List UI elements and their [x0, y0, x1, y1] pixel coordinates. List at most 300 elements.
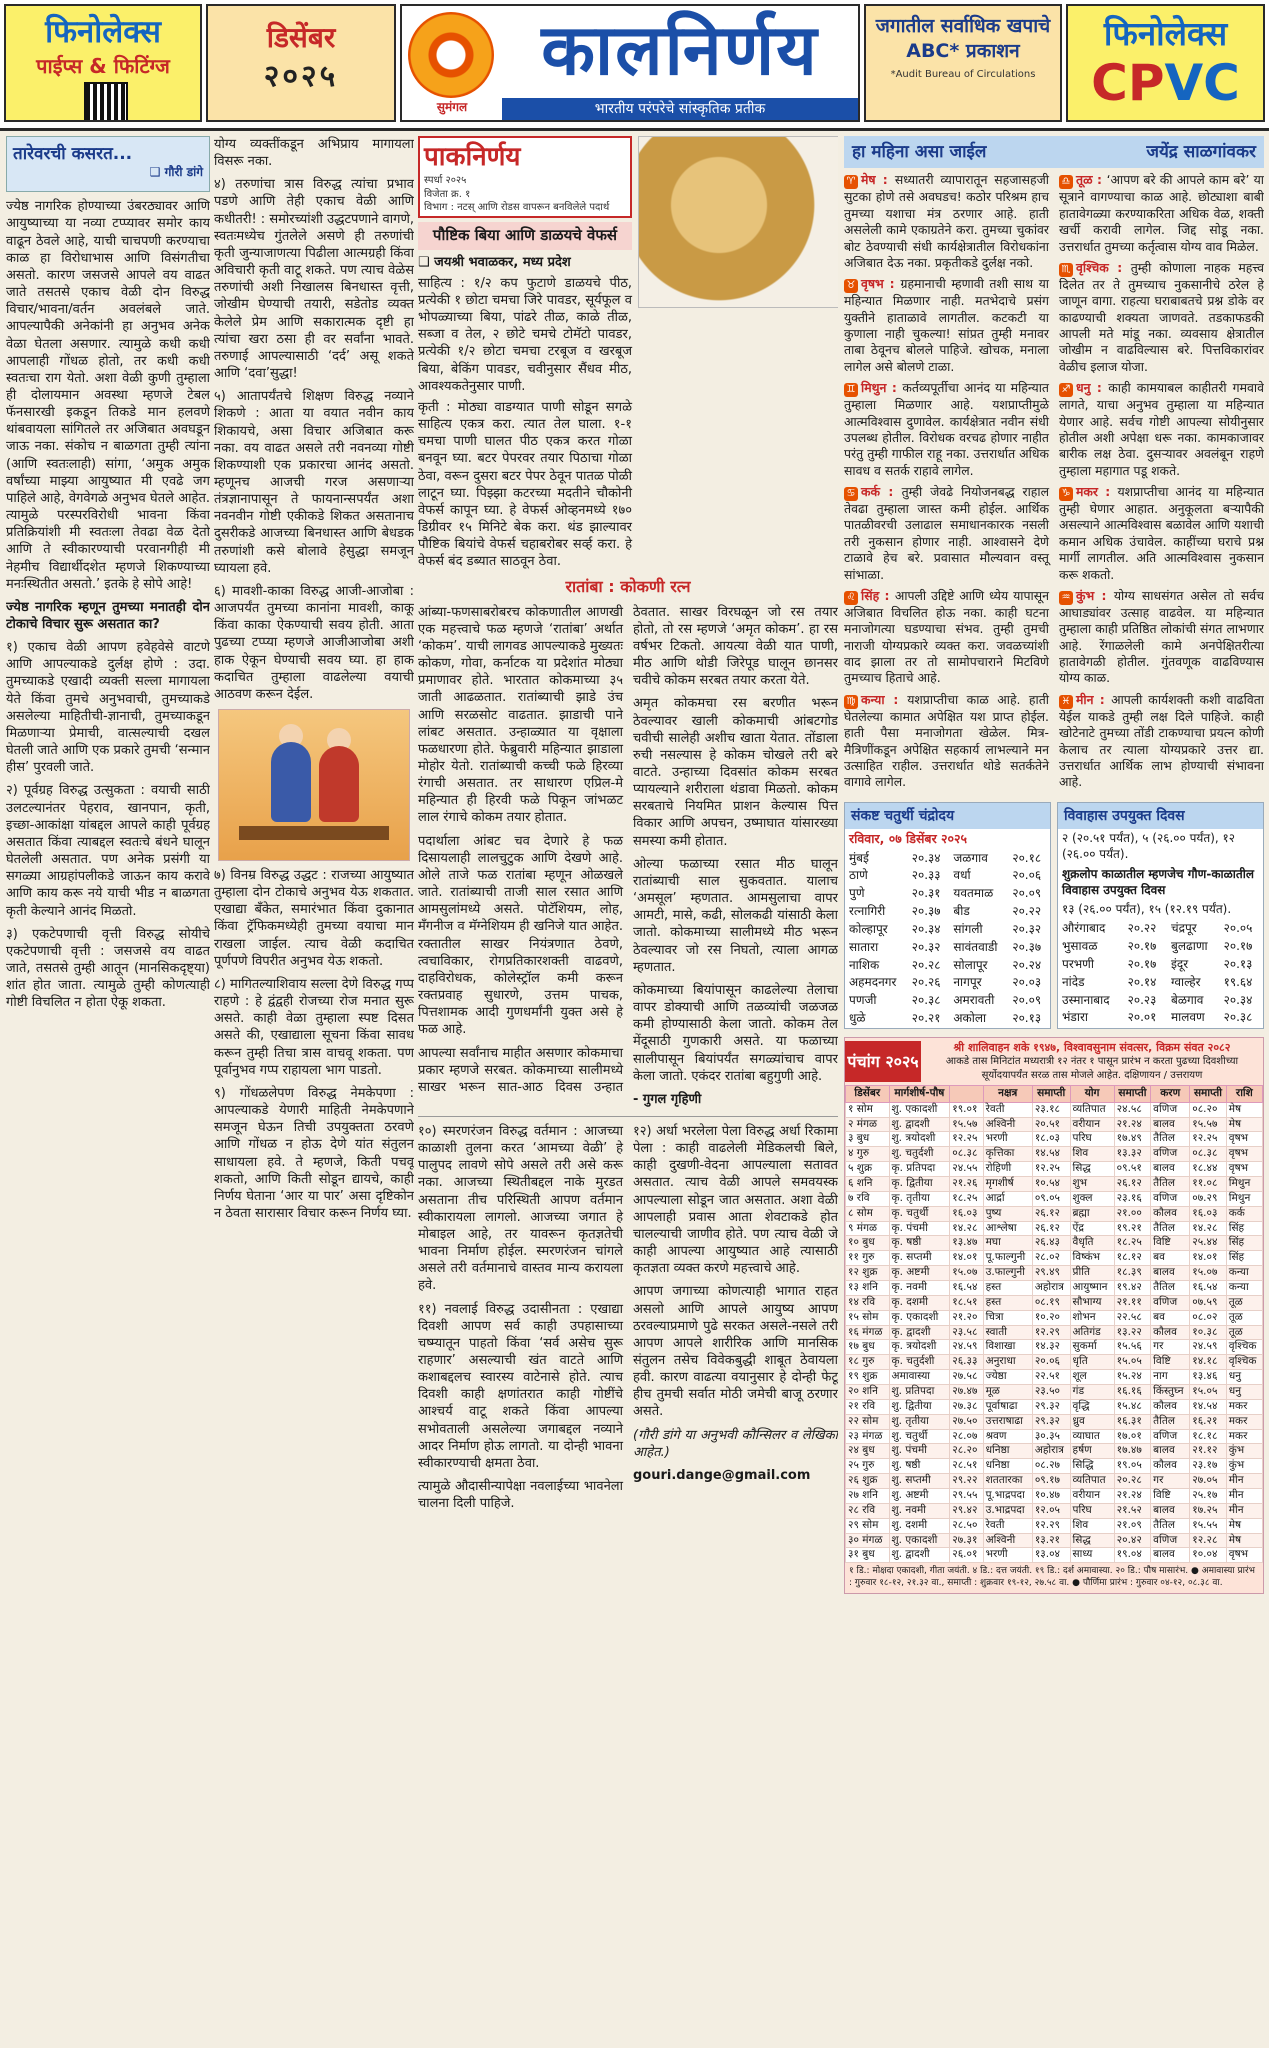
- panchang-cell: २८.५१: [950, 1459, 983, 1474]
- table-cell: २०.२१: [911, 1011, 941, 1026]
- zodiac-icon: ♑: [1059, 487, 1073, 501]
- panchang-cell: ११ गुरु: [846, 1251, 890, 1266]
- panchang-cell: १२.२९: [1032, 1518, 1070, 1533]
- finolex-left-title: फिनोलेक्स: [45, 14, 161, 50]
- sign-name: मकर :: [1076, 484, 1118, 500]
- panchang-cell: बालव: [1151, 1503, 1190, 1518]
- panchang-cell: सिंह: [1226, 1236, 1262, 1251]
- sign-text: आपली उद्दिष्टे आणि ध्येय यापासून अजिबात विचलित होऊ नका. काही घटना मनाजोगत्या घडण्याचा संभव. तुम्ही तुमची नाराजी योग्यप्रकारे व्यक्त करा. जवळच्यांशी वाद झाला तर तो सामोपचाराने मिटविणे तुमच्याच हिताचे आहे.: [844, 587, 1049, 686]
- vivah-text-1: २ (२०.५१ पर्यंत), ५ (२६.०० पर्यंत), १२ (२६.०० पर्यंत).: [1062, 831, 1235, 861]
- article-point-11: ११) नवलाई विरुद्ध उदासीनता : एखाद्या दिवशी आपण सर्व काही उपहासाच्या चष्म्यातून पाहतो किंवा ‘सर्व असेच सुरू राहणार’ असल्याची खंत वाटते आणि कशाबद्दलच स्वारस्य वाटेनासे होते. त्याच दिवशी काही क्षणांतरात काही गोष्टींचे आश्चर्य वाटू शकते किंवा आपल्या सभोवताली असलेल्या जगाबद्दल नव्याने आदर निर्माण होऊ लागतो. या दोन्ही भावना स्वीकारण्याची क्षमता ठेवा.: [418, 1301, 623, 1471]
- panchang-cell: शु. द्वितीया: [889, 1399, 950, 1414]
- table-cell: वर्धा: [953, 868, 971, 883]
- table-cell: २०.३७: [911, 904, 941, 919]
- article-column-2: [214, 136, 414, 2042]
- panchang-cell: ज्येष्ठा: [983, 1370, 1032, 1385]
- panchang-cell: १८.०३: [1032, 1132, 1070, 1147]
- horoscope-sign: [1059, 260, 1264, 375]
- zodiac-icon: ♌: [844, 591, 858, 605]
- panchang-cell: वणिज: [1151, 1191, 1190, 1206]
- sankashti-box: [844, 802, 1051, 1029]
- panchang-cell: १९.०१: [950, 1102, 983, 1117]
- panchang-cell: विष्टि: [1151, 1355, 1190, 1370]
- table-cell: बुलढाणा: [1170, 939, 1208, 954]
- panchang-cell: अहोरात्र: [1032, 1281, 1070, 1296]
- panchang-cell: १५.०५: [1114, 1355, 1151, 1370]
- panchang-cell: कृ. त्रयोदशी: [889, 1340, 950, 1355]
- panchang-cell: ११.०८: [1190, 1176, 1227, 1191]
- panchang-cell: १७.०१: [1114, 1429, 1151, 1444]
- panchang-row: [846, 1117, 1263, 1132]
- ratamba-p4: अमृत कोकमचा रस बरणीत भरून ठेवल्यावर खाली कोकमाची आंबटगोड चवीची सालेही अशीच खाता येतात. तोंडाला रुची नसल्यास हे कोकम चोखले तरी बरे वाटते. उन्हाच्या दिवसांत कोकम सरबत प्यायल्याने शरीराला थंडावा मिळतो. कोकम सरबताचे नियमित प्राशन केल्यास पित्त विकार आणि अपचन, उष्माघात यांसारख्या समस्या कमी होतात.: [633, 696, 838, 849]
- panchang-cell: १९.२१: [1114, 1221, 1151, 1236]
- panchang-cell: शोभन: [1070, 1310, 1114, 1325]
- table-cell: ठाणे: [849, 868, 868, 883]
- panchang-cell: कृ. दशमी: [889, 1295, 950, 1310]
- recipe-block: [418, 136, 838, 570]
- paknirnay-award: विजेता क्र. १: [424, 188, 471, 200]
- panchang-cell: २९.२२: [950, 1474, 983, 1489]
- sign-name: वृश्चिक :: [1076, 259, 1131, 275]
- panchang-cell: २६.१२: [1032, 1221, 1070, 1236]
- panchang-cell: शु. अष्टमी: [889, 1489, 950, 1504]
- sign-text: यशप्राप्तीचा आनंद या महिन्यात तुम्ही घेणार आहात. अनुकूलता बऱ्यापैकी असल्याने आत्मविश्वास बळावेल आणि यशाची कमान अधिक उंचावेल. काहींच्या घराचे प्रश्न मार्गी लागतील. अति आत्मविश्वास नुकसान करू शकतो.: [1059, 484, 1264, 582]
- table-cell: सातारा: [849, 939, 879, 954]
- panchang-cell: १७.२५: [1190, 1503, 1227, 1518]
- table-row: [845, 1010, 1050, 1028]
- panchang-cell: १६.५४: [1190, 1281, 1227, 1296]
- panchang-cell: ८ सोम: [846, 1206, 890, 1221]
- panchang-row: [846, 1518, 1263, 1533]
- vivah-box: [1057, 802, 1264, 1029]
- panchang-cell: नाग: [1151, 1370, 1190, 1385]
- panchang-cell: १६ मंगळ: [846, 1325, 890, 1340]
- panchang-table: [845, 1085, 1263, 1564]
- panchang-cell: रेवती: [983, 1518, 1032, 1533]
- article-point-3: ३) एकटेपणाची वृत्ती विरुद्ध सोयीचे एकटेपणाची वृत्ती : जसजसे वय वाढत जाते, तसतसे तुम्ही आतून (मानसिकदृष्ट्या) शांत होत जाता. त्यामुळे तुम्ही कोणत्याही गोष्टी विचलित न होता ऐकू शकता.: [6, 926, 210, 1011]
- table-cell: २०.१४: [1127, 974, 1157, 989]
- panchang-cell: ०८.३८: [1190, 1147, 1227, 1162]
- zodiac-icon: ♓: [1059, 695, 1073, 709]
- article-point-13: आपण जगाच्या कोणत्याही भागात राहत असलो आणि आपले आयुष्य आपण ठरवल्याप्रमाणे पुढे सरकत असले-नसले तरी आपण आपले शारीरिक आणि मानसिक संतुलन तसेच विवेकबुद्धी शाबूत ठेवायला हवी. कारण वाढत्या वयानुसार हे दोन्ही फेटू हीच तुमची सर्वात मोठी जमेची बाजू ठरणार असते.: [633, 1284, 838, 1420]
- table-cell: २०.३४: [1223, 992, 1253, 1007]
- vivah-text-2: शुक्रलोप काळातील म्हणजेच गौण-काळातील विवाहास उपयुक्त दिवस: [1062, 866, 1254, 897]
- panchang-cell: मेष: [1226, 1117, 1262, 1132]
- panchang-cell: ०८.२०: [1190, 1102, 1227, 1117]
- panchang-cell: २४.५९: [1190, 1340, 1227, 1355]
- panchang-cell: ब्रह्मा: [1070, 1206, 1114, 1221]
- panchang-cell: १३.२२: [1114, 1325, 1151, 1340]
- panchang-cell: तैतिल: [1151, 1414, 1190, 1429]
- panchang-cell: शु. दशमी: [889, 1518, 950, 1533]
- panchang-cell: कौलव: [1151, 1399, 1190, 1414]
- table-cell: चंद्रपूर: [1170, 921, 1197, 936]
- panchang-cell: १६.५४: [950, 1281, 983, 1296]
- panchang-cell: अहोरात्र: [1032, 1444, 1070, 1459]
- panchang-cell: २८.०२: [1032, 1251, 1070, 1266]
- elderly-couple-illustration: [218, 709, 410, 861]
- table-cell: २०.३४: [911, 921, 941, 936]
- panchang-cell: आश्लेषा: [983, 1221, 1032, 1236]
- panchang-cell: अनुराधा: [983, 1355, 1032, 1370]
- panchang-cell: १०.०४: [1190, 1548, 1227, 1563]
- table-row: [1058, 920, 1263, 938]
- table-cell: २०.०६: [1012, 868, 1042, 883]
- panchang-cell: कृ. द्वादशी: [889, 1325, 950, 1340]
- panchang-row: [846, 1191, 1263, 1206]
- panchang-cell: २७.५८: [950, 1370, 983, 1385]
- panchang-cell: १५.०७: [950, 1266, 983, 1281]
- panchang-cell: १४.०१: [1190, 1251, 1227, 1266]
- panchang-cell: २७.४७: [950, 1385, 983, 1400]
- panchang-cell: २४.५८: [1114, 1102, 1151, 1117]
- panchang-col-header: समाप्ती: [1032, 1085, 1070, 1102]
- panchang-cell: १२.२८: [1190, 1533, 1227, 1548]
- panchang-row: [846, 1385, 1263, 1400]
- sign-name: धनु :: [1076, 380, 1109, 396]
- panchang-col-header: योग: [1070, 1085, 1114, 1102]
- horoscope-sign: [1059, 692, 1264, 791]
- panchang-row: [846, 1206, 1263, 1221]
- panchang-cell: ७ रवि: [846, 1191, 890, 1206]
- panchang-cell: मूळ: [983, 1385, 1032, 1400]
- panchang-cell: १६.३१: [1114, 1414, 1151, 1429]
- panchang-cell: १० बुध: [846, 1236, 890, 1251]
- sign-name: मिथुन :: [861, 380, 903, 396]
- panchang-col-header: मार्गशीर्ष-पौष: [889, 1085, 950, 1102]
- article-column-1: [6, 136, 210, 2042]
- panchang-cell: सिद्धि: [1070, 1459, 1114, 1474]
- ratamba-author: - गुगल गृहिणी: [633, 1091, 702, 1107]
- article-question: ज्येष्ठ नागरिक म्हणून तुमच्या मनातही दोन टोकाचे विचार सुरू असतात का?: [6, 599, 210, 633]
- panchang-cell: कृत्तिका: [983, 1147, 1032, 1162]
- panchang-cell: २७.३८: [950, 1399, 983, 1414]
- table-cell: २०.३१: [911, 886, 941, 901]
- panchang-cell: मीन: [1226, 1503, 1262, 1518]
- panchang-cell: व्यतिपात: [1070, 1102, 1114, 1117]
- panchang-head: श्री शालिवाहन शके १९४७, विश्वावसुनाम संवत्सर, विक्रम संवत २०८२: [953, 1040, 1231, 1054]
- panchang-row: [846, 1102, 1263, 1117]
- panchang-cell: १५ सोम: [846, 1310, 890, 1325]
- panchang-cell: २६.१२: [1114, 1176, 1151, 1191]
- panchang-row: [846, 1266, 1263, 1281]
- panchang-cell: सौभाग्य: [1070, 1295, 1114, 1310]
- panchang-cell: बालव: [1151, 1266, 1190, 1281]
- panchang-cell: १८.४४: [1190, 1162, 1227, 1177]
- sign-text: ‘आपण बरे की आपले काम बरे’ या सूत्राने वागण्याचा काळ आहे. छोट्याशा बाबी हातावेगळ्या करण्याकरिता अधिक वेळ, शक्ती खर्ची करावी लागेल. जिद्द सोडू नका. उत्तरार्धात तुमच्या कर्तृत्वास योग्य वाव मिळेल.: [1059, 172, 1264, 254]
- table-cell: धुळे: [849, 1011, 866, 1026]
- panchang-cell: शु. प्रतिपदा: [889, 1385, 950, 1400]
- table-row: [1058, 992, 1263, 1010]
- panchang-cell: शिव: [1070, 1518, 1114, 1533]
- panchang-cell: ५ शुक्र: [846, 1162, 890, 1177]
- panchang-cell: १५.०७: [1190, 1266, 1227, 1281]
- table-cell: २०.३८: [911, 993, 941, 1008]
- month-name: डिसेंबर: [266, 21, 336, 54]
- recipe-method: कृती : मोठ्या वाडग्यात पाणी सोडून सगळे साहित्य एकत्र करा. त्यात तेल घाला. १-१ चमचा पाणी घालत पीठ एकत्र करत गोळा बनवून घ्या. बटर पेपरवर तयार पिठाचा गोळा ठेवा, वरून दुसरा बटर पेपर ठेवून पातळ पोळी लाटून घ्या. पिझ्झा कटरच्या मदतीने चौकोनी वेफर्स कापून घ्या. हे वेफर्स ओव्हनमध्ये १७० डिग्रीवर १५ मिनिटे बेक करा. थंड झाल्यावर पौष्टिक बियांचे वेफर्स चहाबरोबर सर्व्ह करा. हे वेफर्स बंद डब्यात साठवून ठेवा.: [418, 399, 632, 570]
- tables-row: [844, 802, 1264, 1029]
- sign-name: वृषभ :: [861, 276, 901, 292]
- panchang-cell: १३.३२: [1114, 1147, 1151, 1162]
- panchang-cell: २३.१७: [1190, 1459, 1227, 1474]
- panchang-cell: सिद्ध: [1070, 1162, 1114, 1177]
- table-cell: यवतमाळ: [953, 886, 994, 901]
- panchang-title: पंचांग २०२५: [845, 1041, 921, 1082]
- panchang-cell: शुभ: [1070, 1176, 1114, 1191]
- sign-text: काही कामयाबल काहीतरी गमवावे लागते, याचा अनुभव तुम्हाला या महिन्यात येणार आहे. सर्वच गोष्टी आपल्या सोयीनुसार होतील अशी अपेक्षा धरू नका. कामकाजावर बारीक लक्ष ठेवा. दुसऱ्यावर अवलंबून राहणे तुम्हाला महागात पडू शकते.: [1059, 380, 1264, 478]
- finolex-cpvc-ad[interactable]: [1066, 4, 1265, 122]
- panchang-cell: अमावास्या: [889, 1370, 950, 1385]
- panchang-cell: पू.फाल्गुनी: [983, 1251, 1032, 1266]
- panchang-row: [846, 1132, 1263, 1147]
- horoscope-sign: [1059, 172, 1264, 255]
- panchang-cell: ०८.३८: [950, 1147, 983, 1162]
- panchang-cell: २३ मंगळ: [846, 1429, 890, 1444]
- panchang-cell: मकर: [1226, 1399, 1262, 1414]
- panchang-row: [846, 1325, 1263, 1340]
- table-cell: २०.१७: [1223, 939, 1253, 954]
- panchang-cell: कृ. एकादशी: [889, 1310, 950, 1325]
- panchang-cell: २९ सोम: [846, 1518, 890, 1533]
- zodiac-icon: ♐: [1059, 383, 1073, 397]
- panchang-cell: २०.५१: [1032, 1117, 1070, 1132]
- panchang-cell: मिथुन: [1226, 1176, 1262, 1191]
- panchang-row: [846, 1236, 1263, 1251]
- panchang-cell: कौलव: [1151, 1206, 1190, 1221]
- panchang-footnote: १ डि.: मोक्षदा एकादशी, गीता जयंती. ४ डि.: दत्त जयंती. १९ डि.: दर्श अमावास्या. २० डि.: पौष मासारंभ. ● अमावास्या प्रारंभ : गुरुवार १८-१२, २१.३२ वा., समाप्ती : शुक्रवार १९-१२, २७.५८ वा. ● पौर्णिमा प्रारंभ : गुरुवार ०४-१२, ०८.३८ वा.: [849, 1566, 1256, 1589]
- panchang-cell: १४.५४: [1032, 1147, 1070, 1162]
- panchang-cell: वृद्धि: [1070, 1399, 1114, 1414]
- panchang-col-header: करण: [1151, 1085, 1190, 1102]
- table-row: [845, 939, 1050, 957]
- sign-text: कर्तव्यपूर्तीचा आनंद या महिन्यात तुम्हाला मिळणार आहे. यशप्राप्तीमुळे आत्मविश्वास दुणावेल. कार्यक्षेत्रात नवीन संधी उपलब्ध होतील. विरोधक वरचढ होणार नाहीत परंतु तुम्ही गाफील राहू नका. उत्तरार्धात अधिक सावध व सतर्क राहावे लागेल.: [844, 380, 1049, 478]
- table-row: [1058, 1009, 1263, 1027]
- panchang-cell: तैतिल: [1151, 1176, 1190, 1191]
- article-email[interactable]: gouri.dange@gmail.com: [633, 1467, 811, 1483]
- panchang-cell: १४.१८: [1190, 1355, 1227, 1370]
- panchang-cell: शु. एकादशी: [889, 1102, 950, 1117]
- panchang-cell: १६.०३: [950, 1206, 983, 1221]
- panchang-cell: रेवती: [983, 1102, 1032, 1117]
- panchang-cell: कृ. प्रतिपदा: [889, 1162, 950, 1177]
- panchang-cell: मीन: [1226, 1489, 1262, 1504]
- sign-name: मीन :: [1076, 691, 1112, 707]
- panchang-cell: बव: [1151, 1251, 1190, 1266]
- panchang-cell: २२ सोम: [846, 1414, 890, 1429]
- wafers-photo: [638, 136, 838, 308]
- table-cell: २०.२३: [1127, 992, 1157, 1007]
- table-cell: कोल्हापूर: [849, 921, 888, 936]
- table-row: [845, 885, 1050, 903]
- vivah-text-3: १३ (२६.०० पर्यंत), १५ (१२.१९ पर्यंत).: [1062, 902, 1232, 917]
- panchang-cell: १९.०४: [1114, 1548, 1151, 1563]
- panchang-cell: २१.२४: [1114, 1117, 1151, 1132]
- panchang-cell: १५.५७: [950, 1117, 983, 1132]
- table-cell: २०.०५: [1223, 921, 1253, 936]
- panchang-cell: ०८.१९: [1032, 1295, 1070, 1310]
- recipe-author: ❑ जयश्री भवाळकर, मध्य प्रदेश: [418, 254, 571, 270]
- panchang-cell: कौलव: [1151, 1325, 1190, 1340]
- panchang-cell: २४.५९: [950, 1340, 983, 1355]
- table-cell: रत्नागिरी: [849, 904, 886, 919]
- month-year: २०२५: [263, 58, 339, 94]
- panchang-cell: १४.२८: [950, 1221, 983, 1236]
- zodiac-icon: ♉: [844, 279, 858, 293]
- panchang-cell: सिंह: [1226, 1251, 1262, 1266]
- panchang-cell: १३.४६: [1190, 1370, 1227, 1385]
- panchang-cell: तूळ: [1226, 1325, 1262, 1340]
- article-intro: ज्येष्ठ नागरिक होण्याच्या उंबरठ्यावर आणि आयुष्याच्या या नव्या टप्प्यावर समोर काय वाढून ठेवले आहे, याची चाचपणी करण्याचा काळ हा विरोधाभास आणि विसंगतीचा असतो. कारण जसजसे आपले वय वाढत जाते तसतसे एकाच वेळी दोन विरुद्ध विचार/भावना/वर्तन अवलंबले जाते. आपल्यापैकी अनेकांनी हा अनुभव अनेक वेळा घेतला असणार. त्यामुळे कधी कधी आपलाही गोंधळ होतो, तर कधी कधी स्वतःचा राग येतो. अशा वेळी कुणी तुम्हाला ही दोलायमान अवस्था म्हणजे टेबल फॅनसारखी इकडून तिकडे मान हलवणे थांबवायला सांगितले तर अजिबात अवघडून जाऊ नका. संकोच न बाळगता तुम्ही त्यांना (आणि स्वतःलाही) सांगा, ‘अमुक अमुक वर्षांच्या माझ्या आयुष्यात मी एवढे जग पाहिले आहे, वेगवेगळे अनुभव घेतले आहेत. त्यामुळे परस्परविरोधी भावना किंवा प्रतिक्रियांशी मी स्वतःला तेवढा वेळ देतो आणि ते स्वीकारण्याची परवानगीही मी नेहमीच विद्यार्थीदशेत म्हणजे शिकण्याच्या मनःस्थितीत असतो.’ इतके हे सोपे आहे!: [6, 199, 210, 592]
- panchang-cell: गर: [1151, 1340, 1190, 1355]
- table-cell: नागपूर: [953, 975, 982, 990]
- panchang-cell: व्यतिपात: [1070, 1474, 1114, 1489]
- panchang-cell: शु. तृतीया: [889, 1414, 950, 1429]
- panchang-row: [846, 1399, 1263, 1414]
- panchang-cell: ०८.२७: [1032, 1459, 1070, 1474]
- panchang-cell: २०.२८: [1114, 1474, 1151, 1489]
- table-cell: २०.१७: [1127, 939, 1157, 954]
- panchang-cell: उ.फाल्गुनी: [983, 1266, 1032, 1281]
- ratamba-title: रातांबा : कोकणी रत्न: [565, 577, 691, 597]
- table-cell: बीड: [953, 904, 970, 919]
- article-point-1: १) एकाच वेळी आपण हवेहवेसे वाटणे आणि आपल्याकडे दुर्लक्ष होणे : उदा. तुमच्याकडे एखादी व्यक्ती सल्ला मागायला येते किंवा तुमचे अनुभवाची, तुमच्याकडे असलेल्या माहितीची-ज्ञानाची, तुमच्याकडून मिळणाऱ्या प्रेमाची, वात्सल्याची दखल घेतली जाते आणि एक प्रकारे तुमची ‘सन्मान हीस’ पुरवली जाते.: [6, 640, 210, 776]
- panchang-cell: २१.२४: [1114, 1489, 1151, 1504]
- ratamba-p6: कोकमाच्या बियांपासून काढलेल्या तेलाचा वापर डोक्याची आणि तळव्यांची जळजळ कमी होण्यासाठी केला जातो. कोकम तेल मेंदूसाठी गुणकारी असते. या फळाच्या सालीपासून बियांपर्यंत सगळ्यांचाच वापर केला जातो. एकंदर रातांबा बहुगुणी आहे.: [633, 982, 838, 1084]
- panchang-cell: धनिष्ठा: [983, 1459, 1032, 1474]
- abc-line: जगातील सर्वाधिक खपाचे ABC* प्रकाशन: [875, 15, 1051, 63]
- panchang-cell: ३१ बुध: [846, 1548, 890, 1563]
- zodiac-icon: ♒: [1059, 591, 1073, 605]
- article-heading: [6, 136, 210, 192]
- panchang-cell: चित्रा: [983, 1310, 1032, 1325]
- panchang-cell: शु. सप्तमी: [889, 1474, 950, 1489]
- panchang-cell: १३.२१: [1032, 1533, 1070, 1548]
- sign-text: आपली कार्यशक्ती कशी वाढविता येईल याकडे तुम्ही लक्ष दिले पाहिजे. काही खोटेनाटे तुमच्या तोंडी टाकण्याचा प्रयत्न कोणी केलाच तर त्याला योग्यप्रकारे उत्तर द्या. उत्तरार्धात आर्थिक लाभ होण्याची संभावना आहे.: [1059, 691, 1264, 790]
- panchang-cell: शूल: [1070, 1370, 1114, 1385]
- panchang-cell: शु. त्रयोदशी: [889, 1132, 950, 1147]
- qr-code-icon: [84, 82, 128, 122]
- header: [0, 0, 1269, 131]
- horoscope-sign: [844, 276, 1049, 375]
- table-cell: बेळगाव: [1170, 992, 1204, 1007]
- horoscope-sign: [1059, 588, 1264, 687]
- paknirnay-category: विभाग : नटस् आणि रोडस वापरून बनविलेले पदार्थ: [424, 201, 610, 213]
- article-point-7: ७) विनम्र विरुद्ध उद्धट : राजच्या आयुष्यात तुम्हाला दोन टोकाचे अनुभव येऊ शकतात. एखाद्या बँकेत, समारंभात किंवा दुकानात किंवा ट्रॅफिकमध्येही तुमच्या वयाचा मान राखला जाईल. त्याच वेळी कदाचित पूर्णपणे विपरीत अनुभव येऊ शकतो.: [214, 868, 414, 969]
- paknirnay-contest: स्पर्धा २०२५: [424, 175, 467, 187]
- article-point-4: ४) तरुणांचा त्रास विरुद्ध त्यांचा प्रभाव पडणे आणि तेही एकाच वेळी आणि कधीतरी! : समोरच्यांशी उद्धटपणाने वागणे, स्वतःमध्येच गुंतलेले असणे ही तरुणांची कृती जुन्याजाणत्या पिढीला आत्मग्रही किंवा अविचारी कृती वाटू शकते. पण त्याच वेळेस तरुणांची अशी निखालस बिनधास्त वृत्ती, जोखीम घेण्याची तयारी, सडेतोड व्यक्त केलेले प्रेम आणि सकारात्मक दृष्टी हा त्यांचा खरा ठसा ही वर सर्वांना भावते. तरुणाई आपल्यासाठी ‘दर्द’ असू शकते आणि ‘दवा’सुद्धा!: [214, 177, 414, 382]
- panchang-cell: ऐंद्र: [1070, 1221, 1114, 1236]
- panchang-cell: शु. एकादशी: [889, 1533, 950, 1548]
- table-cell: अहमदनगर: [849, 975, 897, 990]
- panchang-cell: कुंभ: [1226, 1459, 1262, 1474]
- panchang-cell: उ.भाद्रपदा: [983, 1503, 1032, 1518]
- panchang-cell: १५.५५: [1190, 1518, 1227, 1533]
- kalnirnay-title: कालनिर्णय: [541, 9, 819, 91]
- article-point-10: १०) स्मरणरंजन विरुद्ध वर्तमान : आजच्या काळाशी तुलना करत ‘आमच्या वेळी’ हे पालुपद लावणे सोपे असले तरी असे करू नका. आजच्या स्थितीबद्दल नाके मुरडत असताना तीच परिस्थिती आपण वर्तमान स्वीकारायला लागलो. आजच्या जगात हे मोबाइल आहे, तर यावरून कृतज्ञतेची भावना निर्माण होईल. स्मरणरंजन चांगले असले तरी वर्तमानाचे वास्तव मान्य करायला हवे.: [418, 1123, 623, 1294]
- panchang-cell: मकर: [1226, 1414, 1262, 1429]
- panchang-cell: २६ शुक्र: [846, 1474, 890, 1489]
- panchang-cell: गंड: [1070, 1385, 1114, 1400]
- zodiac-icon: ♋: [844, 487, 858, 501]
- article-credit: (गौरी डांगे या अनुभवी कौन्सिलर व लेखिका आहेत.): [633, 1427, 838, 1460]
- horoscope-sign: [844, 692, 1049, 791]
- panchang-cell: वणिज: [1151, 1429, 1190, 1444]
- table-row: [845, 850, 1050, 868]
- panchang-row: [846, 1414, 1263, 1429]
- article-end: [418, 1116, 838, 1512]
- panchang-cell: २४ बुध: [846, 1444, 890, 1459]
- table-cell: नांदेड: [1062, 974, 1085, 989]
- panchang-cell: शु. चतुर्दशी: [889, 1147, 950, 1162]
- panchang-col-header: समाप्ती: [1114, 1085, 1151, 1102]
- panchang-cell: १ सोम: [846, 1102, 890, 1117]
- table-row: [845, 992, 1050, 1010]
- panchang-cell: शिव: [1070, 1147, 1114, 1162]
- horoscope-sign: [844, 380, 1049, 479]
- panchang-cell: १०.२०: [1032, 1310, 1070, 1325]
- horoscope-sign: [1059, 484, 1264, 583]
- sign-text: तुम्ही कोणाला नाहक महत्त्व दिलेत तर ते तुमच्याच नुकसानीचे ठरेल हे जाणून वागा. राहत्या घराबाबतचे प्रश्न डोके वर काढण्याची शक्यता जाणवते. तडकाफडकी आपली मते मांडू नका. व्यवसाय क्षेत्रातील जोखीम न वाढविल्यास बरे. पित्तविकारांवर वेळीच इलाज योजा.: [1059, 259, 1264, 374]
- table-cell: २०.३४: [911, 850, 941, 865]
- panchang-cell: १८ गुरु: [846, 1355, 890, 1370]
- panchang-cell: ३०.३५: [1032, 1429, 1070, 1444]
- table-cell: ग्वाल्हेर: [1170, 974, 1201, 989]
- table-cell: सांगली: [953, 921, 983, 936]
- panchang-cell: शुक्ल: [1070, 1191, 1114, 1206]
- panchang-cell: २९.३२: [1032, 1399, 1070, 1414]
- table-cell: २०.१७: [1127, 956, 1157, 971]
- panchang-cell: वैधृति: [1070, 1236, 1114, 1251]
- table-cell: सावंतवाडी: [953, 939, 998, 954]
- panchang-row: [846, 1489, 1263, 1504]
- panchang-row: [846, 1295, 1263, 1310]
- panchang-cell: २९.५५: [950, 1489, 983, 1504]
- panchang-cell: ९ मंगळ: [846, 1221, 890, 1236]
- panchang-cell: धनु: [1226, 1370, 1262, 1385]
- panchang-cell: २६.४३: [1032, 1236, 1070, 1251]
- panchang-cell: १६.०३: [1190, 1206, 1227, 1221]
- panchang-cell: २१.११: [1114, 1295, 1151, 1310]
- panchang-cell: १४.२८: [1190, 1221, 1227, 1236]
- panchang-cell: शु. नवमी: [889, 1503, 950, 1518]
- table-cell: औरंगाबाद: [1062, 921, 1106, 936]
- panchang-cell: कृ. अष्टमी: [889, 1266, 950, 1281]
- vivah-title: विवाहास उपयुक्त दिवस: [1058, 803, 1263, 829]
- article-byline: ❑ गौरी डांगे: [149, 165, 203, 180]
- month-box: [206, 4, 396, 122]
- table-cell: १९.६४: [1223, 974, 1253, 989]
- panchang-cell: कृ. चतुर्थी: [889, 1206, 950, 1221]
- horoscope-column: [844, 136, 1264, 2042]
- panchang-cell: रोहिणी: [983, 1162, 1032, 1177]
- table-cell: २०.०९: [1012, 993, 1042, 1008]
- panchang-cell: १०.३८: [1190, 1325, 1227, 1340]
- panchang-cell: २८.२०: [950, 1444, 983, 1459]
- horoscope-sign: [844, 172, 1049, 271]
- recipe-title: पौष्टिक बिया आणि डाळयचे वेफर्स: [418, 222, 632, 250]
- panchang-cell: ६ शनि: [846, 1176, 890, 1191]
- ratamba-p1: आंब्या-फणसाबरोबरच कोकणातील आणखी एक महत्त्वाचे फळ म्हणजे ‘रातांबा’ अर्थात ‘कोकम’. याची लागवड आपल्याकडे मुख्यतः कोकण, गोवा, कर्नाटक या प्रदेशांत मोठ्या प्रमाणावर होते. भारतात कोकमाच्या ३५ जाती आढळतात. रातांब्याची झाडे उंच आणि सरळसोट वाढतात. झाडाची पाने लांबट असतात. उन्हाळ्यात या वृक्षाला फळधारणा होते. फेब्रुवारी महिन्यात झाडाला मोहोर येतो. रातांब्याची कच्ची फळे हिरव्या रंगाची असतात. तर साधारण एप्रिल-मे महिन्यात ही हिरवी फळे पिकून जांभळट लाल रंगाचे कोकम तयार होतात.: [418, 604, 623, 826]
- panchang-cell: १९.०५: [1114, 1459, 1151, 1474]
- panchang-cell: अश्विनी: [983, 1117, 1032, 1132]
- ratamba-p3: आपल्या सर्वांनाच माहीत असणार कोकमाचा प्रकार म्हणजे सरबत. कोकमाच्या सालीमध्ये साखर भरून सात-आठ दिवस उन्हात ठेवतात. साखर विरघळून जो रस तयार होतो, तो रस म्हणजे ‘अमृत कोकम’. हा रस वर्षभर टिकतो. आयत्या वेळी यात पाणी, मीठ आणि थोडी जिरेपूड घालून छानसर चवीचे कोकम सरबत तयार करता येते.: [418, 604, 838, 1095]
- panchang-cell: भरणी: [983, 1548, 1032, 1563]
- panchang-row: [846, 1310, 1263, 1325]
- sign-name: सिंह :: [861, 587, 895, 603]
- finolex-pipes-ad[interactable]: [4, 4, 202, 122]
- zodiac-icon: ♊: [844, 383, 858, 397]
- panchang-row: [846, 1147, 1263, 1162]
